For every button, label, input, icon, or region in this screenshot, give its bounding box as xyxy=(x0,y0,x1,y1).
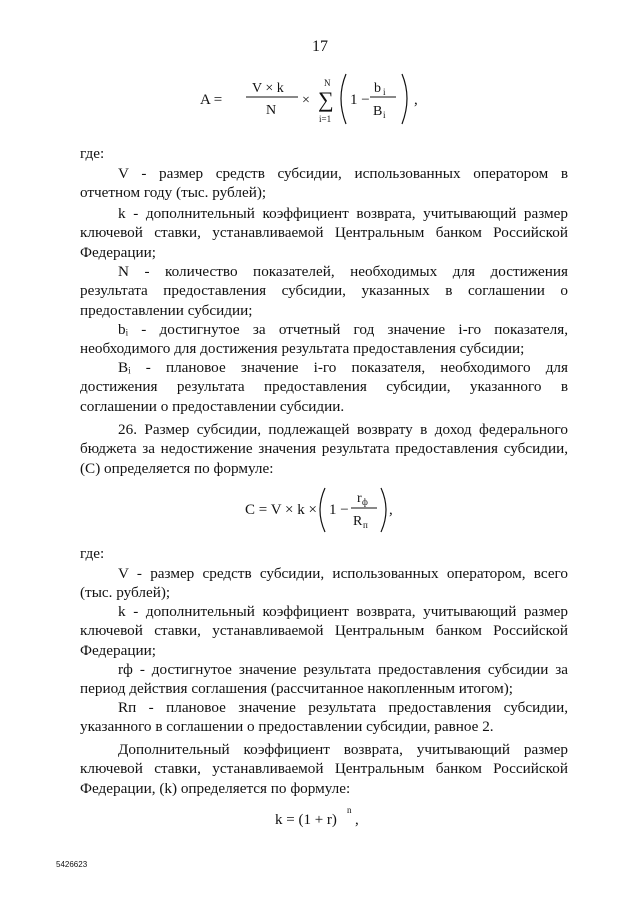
right-paren-icon xyxy=(381,488,386,532)
left-paren-icon xyxy=(341,74,346,124)
definition-k-1: k - дополнительный коэффициент возврата, учитывающий размер ключевой ставки, устанавливаемой Центральным банком Российской Федерации; xyxy=(80,205,568,261)
formula-k-svg xyxy=(275,800,365,836)
formula-k-text: k = (1 + r) xyxy=(275,812,337,828)
formula-c-one-minus: 1 − xyxy=(329,502,349,518)
formula-a-sum-top: N xyxy=(324,78,331,88)
page-number: 17 xyxy=(312,38,328,55)
definition-big-b-i: Bᵢ - плановое значение i-го показателя, необходимого для достижения результата предоставления субсидии, указанного в соглашении о предоставлении субсидии. xyxy=(80,359,568,415)
definition-v-2: V - размер средств субсидии, использованных оператором, всего (тыс. рублей); xyxy=(80,565,568,602)
formula-c xyxy=(0,482,640,538)
formula-a-times: × xyxy=(302,93,310,108)
formula-a-frac-num: V × k xyxy=(252,81,284,96)
definition-r-f: rф - достигнутое значение результата предоставления субсидии за период действия соглашения (рассчитанное накопленным итогом); xyxy=(80,661,568,698)
formula-a-tail: , xyxy=(414,92,418,108)
definition-b-i: bᵢ - достигнутое за отчетный год значение i-го показателя, необходимого для достижения результата предоставления субсидии; xyxy=(80,321,568,358)
formula-a-inner-num-sub: i xyxy=(383,87,386,97)
definition-v-1: V - размер средств субсидии, использованных оператором в отчетном году (тыс. рублей); xyxy=(80,165,568,202)
definition-r-p: Rп - плановое значение результата предоставления субсидии, указанного в соглашении о предоставлении субсидии, равное 2. xyxy=(80,699,568,736)
document-code: 5426623 xyxy=(56,860,88,869)
formula-a-lhs: A = xyxy=(200,92,223,108)
formula-a-sum-bottom: i=1 xyxy=(319,114,332,124)
definition-k-2: k - дополнительный коэффициент возврата, учитывающий размер ключевой ставки, устанавливаемой Центральным банком Российской Федерации; xyxy=(80,603,568,659)
where-label-2: где: xyxy=(80,545,105,562)
formula-c-num: r xyxy=(357,491,362,506)
formula-c-svg xyxy=(245,482,395,538)
formula-k-power: n xyxy=(347,805,352,815)
formula-c-den-sub: п xyxy=(363,520,368,530)
sum-sign-icon: ∑ xyxy=(318,87,334,112)
where-label-1: где: xyxy=(80,145,105,162)
formula-a-inner-den: B xyxy=(373,104,383,119)
formula-a xyxy=(0,64,640,134)
formula-c-tail: , xyxy=(389,502,393,518)
formula-a-inner-num: b xyxy=(374,81,381,96)
formula-a-frac-den: N xyxy=(266,103,277,118)
right-paren-icon xyxy=(402,74,407,124)
formula-c-den: R xyxy=(353,514,363,529)
left-paren-icon xyxy=(320,488,325,532)
formula-a-svg xyxy=(200,64,440,134)
formula-k-tail: , xyxy=(355,812,359,828)
formula-c-lhs: C = V × k × xyxy=(245,502,317,518)
formula-a-one-minus: 1 − xyxy=(350,92,370,108)
definition-n: N - количество показателей, необходимых для достижения результата предоставления субсидии, указанных в соглашении о предоставлении субсидии; xyxy=(80,263,568,319)
paragraph-26: 26. Размер субсидии, подлежащей возврату в доход федерального бюджета за недостижение значения результата предоставления субсидии, (C) определяется по формуле: xyxy=(80,421,568,477)
formula-c-num-sub: ф xyxy=(362,497,368,507)
paragraph-k: Дополнительный коэффициент возврата, учитывающий размер ключевой ставки, устанавливаемой Центральным банком Российской Федерации, (k) определяется по формуле: xyxy=(80,741,568,797)
formula-a-inner-den-sub: i xyxy=(383,110,386,120)
formula-k xyxy=(0,800,640,836)
